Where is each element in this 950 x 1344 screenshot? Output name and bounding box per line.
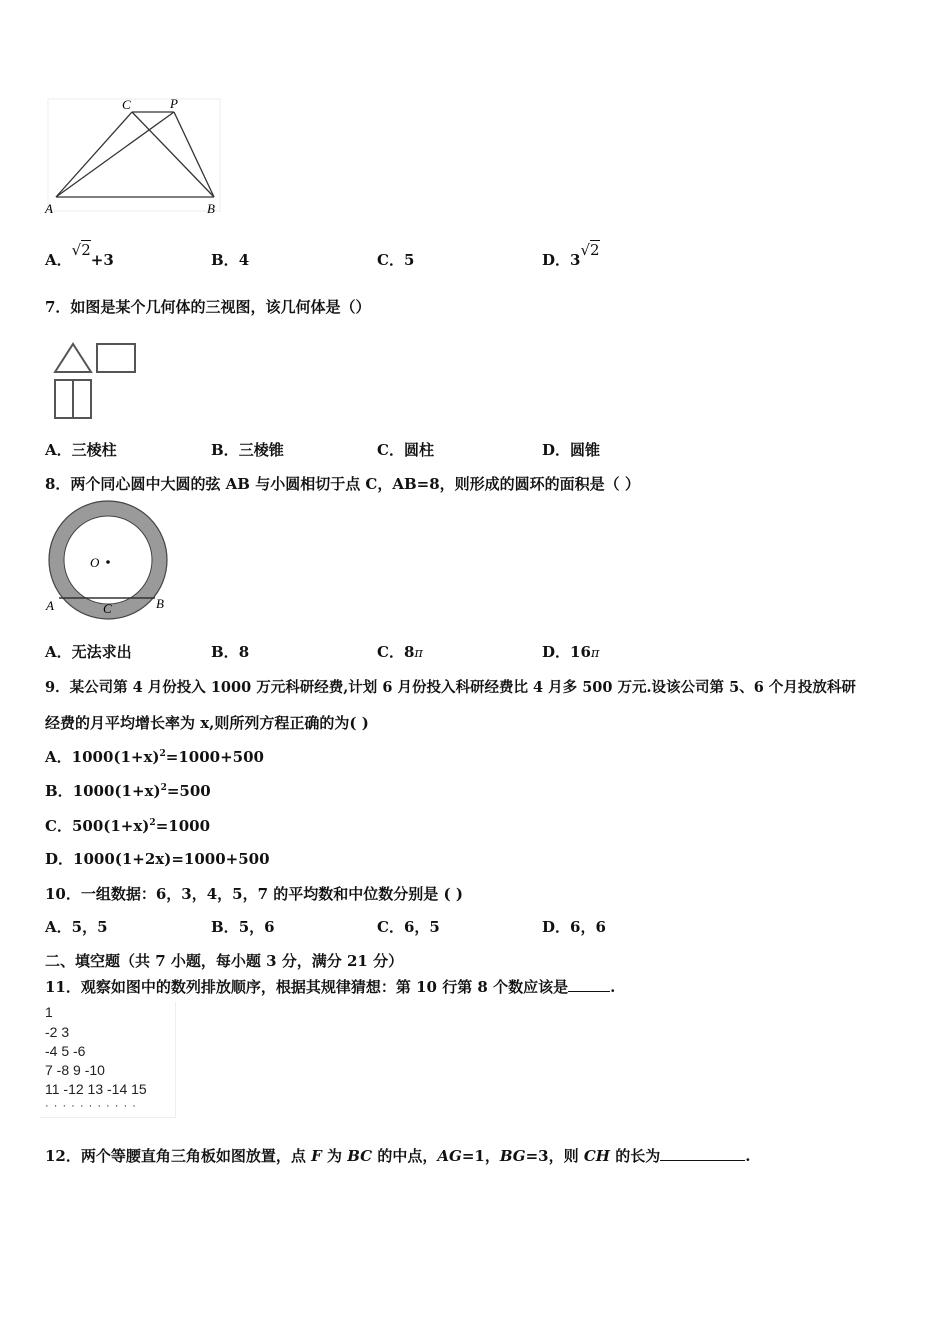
label-b: B (156, 596, 164, 611)
segment-ac (56, 112, 132, 197)
q8-option-c[interactable]: C．8π (377, 643, 423, 661)
q8-option-b[interactable]: B．8 (211, 643, 250, 661)
q8-option-a[interactable]: A．无法求出 (45, 643, 132, 661)
q9-option-c[interactable]: C．$500(1+x)^2=1000$ (45, 817, 211, 835)
sqrt-symbol: √2 (580, 241, 600, 259)
sequence-row-3: -4 5 -6 (45, 1043, 86, 1059)
q7-option-b[interactable]: B．三棱锥 (211, 441, 284, 459)
label-b: B (207, 201, 215, 216)
q10-option-d[interactable]: D．6，6 (542, 918, 606, 936)
q6-option-a[interactable]: A．√2+3 (45, 241, 114, 269)
q7-option-c[interactable]: C．圆柱 (377, 441, 434, 459)
label-a: A (45, 201, 53, 216)
segment-cb (132, 112, 214, 197)
q9-stem-line2: 经费的月平均增长率为 x,则所列方程正确的为( ) (45, 714, 369, 732)
front-view-triangle (55, 344, 91, 372)
sequence-row-5: 11 -12 13 -14 15 (45, 1081, 147, 1097)
pi-symbol: π (590, 646, 600, 661)
q9-option-b[interactable]: B．$1000(1+x)^2=500$ (45, 782, 211, 800)
sequence-row-ellipsis: · · · · · · · · · · · (45, 1100, 137, 1112)
q6-option-b[interactable]: B．4 (211, 251, 250, 269)
q7-option-a[interactable]: A．三棱柱 (45, 441, 117, 459)
section-2-heading: 二、填空题（共 7 小题，每小题 3 分，满分 21 分） (45, 952, 404, 970)
pi-symbol: π (414, 646, 423, 661)
answer-blank[interactable] (568, 979, 610, 992)
q6-option-c[interactable]: C．5 (377, 251, 415, 269)
q11-stem: 11．观察如图中的数列排放顺序，根据其规律猜想：第 10 行第 8 个数应该是 . (45, 978, 616, 996)
label-p: P (170, 96, 178, 111)
q10-option-c[interactable]: C．6，5 (377, 918, 440, 936)
label-o: O (90, 555, 100, 570)
center-point (106, 560, 110, 564)
q7-three-views-figure (45, 336, 145, 426)
q8-option-d[interactable]: D．16π (542, 643, 600, 661)
inner-circle (64, 516, 152, 604)
q9-option-a[interactable]: A．$1000(1+x)^2=1000+500$ (45, 748, 264, 766)
q10-option-a[interactable]: A．5，5 (45, 918, 108, 936)
q8-stem: 8．两个同心圆中大圆的弦 AB 与小圆相切于点 C，AB=8，则形成的圆环的面积是（ ） (45, 475, 640, 493)
label-a: A (46, 598, 54, 613)
label-c: C (103, 601, 112, 616)
sequence-row-4: 7 -8 9 -10 (45, 1062, 105, 1078)
sequence-row-2: -2 3 (45, 1024, 70, 1040)
q6-option-d[interactable]: D．3√2 (542, 241, 600, 269)
sqrt-symbol: √2 (71, 241, 91, 259)
answer-blank[interactable] (660, 1148, 745, 1161)
side-view-rectangle (97, 344, 135, 372)
q9-stem-line1: 9．某公司第 4 月份投入 1000 万元科研经费,计划 6 月份投入科研经费比 4 月多 500 万元.设该公司第 5、6 个月投放科研 (45, 679, 856, 696)
segment-pb (174, 112, 214, 197)
q10-option-b[interactable]: B．5，6 (211, 918, 275, 936)
q9-option-d[interactable]: D．1000(1+2x)=1000+500 (45, 850, 270, 868)
segment-ap (56, 112, 174, 197)
q12-stem: 12．两个等腰直角三角板如图放置，点 F 为 BC 的中点，AG=1，BG=3，则 CH 的长为 . (45, 1147, 751, 1165)
q7-stem: 7．如图是某个几何体的三视图，该几何体是（） (45, 298, 371, 316)
sequence-row-1: 1 (45, 1004, 53, 1020)
q8-annulus-figure (42, 500, 177, 620)
q6-figure (42, 94, 227, 219)
label-c: C (122, 97, 131, 112)
q7-option-d[interactable]: D．圆锥 (542, 441, 601, 459)
q10-stem: 10．一组数据：6，3，4，5，7 的平均数和中位数分别是 ( ) (45, 885, 463, 903)
